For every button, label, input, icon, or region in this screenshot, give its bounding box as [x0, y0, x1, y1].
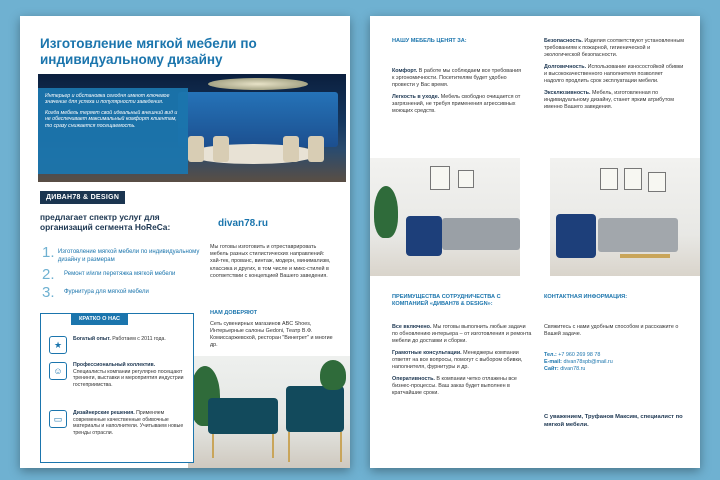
- about-item: [49, 410, 189, 436]
- site-label: Сайт:: [544, 366, 559, 372]
- chair: [188, 136, 204, 162]
- benefit-item: [392, 376, 532, 397]
- service-text: Изготовление мягкой мебели по индивидуальному дизайну и размерам: [57, 249, 200, 263]
- benefit-text: Мы готовы выполнить любые задачи по обновлению интерьера – от изготовления и ремонта мебели до доставки и сборки.: [392, 324, 532, 344]
- wall-frame: [458, 170, 474, 188]
- about-item-title: Профессиональный коллектив.: [73, 362, 156, 368]
- value-text: Мебель, изготовленная по индивидуальному дизайну, станет ярким атрибутом именно Вашего заведения.: [544, 90, 674, 110]
- chair: [308, 136, 324, 162]
- team-icon: ☺: [49, 362, 67, 380]
- about-item-text: Применяем современные качественные обивочные материалы и наполнители. Учитываем новые тренды отрасли.: [73, 410, 184, 436]
- benefits-list: [392, 324, 532, 402]
- intro-text-2: Когда мебель теряет свой идеальный внешний вид и не обеспечивает максимальный комфорт клиентам, то сразу снижается посещаемость.: [45, 109, 178, 129]
- service-text: Фурнитура для мягкой мебели: [64, 289, 149, 295]
- service-number: 1.: [42, 244, 55, 261]
- value-item: [392, 68, 522, 89]
- benefit-item: [392, 350, 532, 371]
- about-box: [40, 313, 194, 463]
- living-room-photo: [370, 158, 700, 276]
- plant: [320, 360, 346, 390]
- value-item: [392, 94, 522, 115]
- chair: [283, 136, 299, 162]
- plant: [374, 186, 398, 238]
- about-heading: КРАТКО О НАС: [71, 313, 128, 325]
- value-item: [544, 64, 684, 85]
- sofa-icon: ▭: [49, 410, 67, 428]
- contact-intro: Свяжитесь с нами удобным способом и расскажите о Вашей задаче.: [544, 324, 679, 337]
- email-label: E-mail:: [544, 359, 562, 365]
- wall-frame: [648, 172, 666, 192]
- about-item-text: Работаем с 2011 года.: [110, 336, 166, 342]
- about-item: [49, 336, 189, 354]
- teal-sofa: [208, 398, 278, 434]
- benefit-text: В компании четко отлажены все бизнес-процессы. Ваш заказ будет выполнен в кратчайшие сроки.: [392, 376, 517, 396]
- chandelier: [208, 78, 308, 90]
- value-text: В работе мы соблюдаем все требования к эргономичности. Посетителям будет удобно провести у Вас время.: [392, 68, 522, 88]
- page-title: Изготовление мягкой мебели по индивидуальному дизайну: [40, 36, 257, 67]
- email-link[interactable]: divan78spb@mail.ru: [563, 359, 613, 365]
- site-row: [544, 366, 694, 373]
- value-title: Долговечность.: [544, 64, 587, 70]
- contact-block: [544, 324, 694, 373]
- about-item-title: Богатый опыт.: [73, 336, 111, 342]
- services-lead: предлагает спектр услуг для организаций сегмента HoReCa:: [40, 212, 171, 232]
- about-item-title: Дизайнерские решения.: [73, 410, 135, 416]
- intro-text-1: Интерьер и обстановка сегодня имеют ключевое значение для успеха и популярности заведения.: [45, 93, 170, 106]
- value-item: [544, 90, 684, 111]
- chair-leg: [288, 432, 290, 462]
- chair-leg: [340, 432, 342, 462]
- trust-text: Сеть сувенирных магазинов ABC Shoes, Интерьерные салоны Gedoni, Театр В.Ф. Комиссаржевской, ресторан "Винегрет" и многие др.: [210, 321, 333, 348]
- about-item-text: Специалисты компании регулярно посещают тренинги, выставки и мероприятия индустрии гостеприимства.: [73, 368, 184, 388]
- blue-armchair: [406, 216, 442, 256]
- benefit-title: Грамотные консультации.: [392, 350, 462, 356]
- email-row: [544, 359, 694, 366]
- blue-armchair: [556, 214, 596, 258]
- phone-row: [544, 352, 694, 359]
- coffee-table: [620, 254, 670, 258]
- intro-overlay: [38, 88, 188, 174]
- value-title: Легкость в уходе.: [392, 94, 440, 100]
- benefit-item: [392, 324, 532, 345]
- wall-frame: [624, 168, 642, 190]
- signature: С уважением, Труфанов Максим, специалист по мягкой мебели.: [544, 414, 683, 428]
- value-text: Изделия соответствуют установленным требованиям к пожарной, гигиенической и экологической безопасности.: [544, 38, 684, 58]
- chair-leg: [272, 434, 274, 458]
- services-list: [42, 246, 202, 304]
- wall-frame: [600, 168, 618, 190]
- grey-sofa: [598, 218, 678, 252]
- value-title: Безопасность.: [544, 38, 583, 44]
- service-item: [42, 286, 202, 300]
- brand-label: ДИВАН78 & DESIGN: [40, 191, 125, 204]
- benefit-text: Менеджеры компании ответят на все вопросы, помогут с выбором обивки, наполнителя, фурнитуры и др.: [392, 350, 523, 370]
- service-number: 3.: [42, 284, 55, 301]
- brochure-page-back: [370, 16, 700, 468]
- teal-armchair: [286, 386, 344, 432]
- values-left-column: [392, 68, 522, 120]
- grey-sofa: [442, 218, 520, 250]
- lounge-interior-photo: [188, 356, 350, 468]
- values-right-column: [544, 38, 684, 116]
- brochure-page-front: [20, 16, 350, 468]
- value-text: Использование износостойкой обивки и высококачественного наполнителя позволяет надолго продлить срок эксплуатации мебели.: [544, 64, 684, 84]
- contact-heading: КОНТАКТНАЯ ИНФОРМАЦИЯ:: [544, 294, 628, 300]
- service-number: 2.: [42, 266, 55, 283]
- wall-frame: [430, 166, 450, 190]
- site-link[interactable]: divan78.ru: [218, 218, 269, 229]
- value-text: Мебель свободно очищается от загрязнений, не требуя применения агрессивных моющих средств.: [392, 94, 521, 114]
- value-item: [544, 38, 684, 59]
- chair-leg: [212, 434, 214, 458]
- service-text: Ремонт и/или перетяжка мягкой мебели: [64, 271, 176, 277]
- styles-description: Мы готовы изготовить и отреставрировать мебель разных стилистических направлений: хай-тек, прованс, винтаж, модерн, минимализм, классика и других, в том числе и микс-стилей в соответствии с концепцией Вашего заведения.: [210, 244, 331, 279]
- values-heading: НАШУ МЕБЕЛЬ ЦЕНЯТ ЗА:: [392, 38, 467, 44]
- benefit-title: Оперативность.: [392, 376, 435, 382]
- trust-heading: НАМ ДОВЕРЯЮТ: [210, 310, 258, 316]
- service-item: [42, 268, 202, 282]
- chair: [213, 136, 229, 162]
- value-title: Комфорт.: [392, 68, 418, 74]
- benefit-title: Все включено.: [392, 324, 432, 330]
- value-title: Эксклюзивность.: [544, 90, 591, 96]
- phone-label: Тел.:: [544, 352, 557, 358]
- photo-divider: [520, 158, 550, 276]
- site-link[interactable]: divan78.ru: [560, 366, 586, 372]
- benefits-heading: ПРЕИМУЩЕСТВА СОТРУДНИЧЕСТВА С КОМПАНИЕЙ «ДИВАН78 & DESIGN»:: [392, 294, 501, 307]
- phone-link[interactable]: +7 960 269 98 78: [558, 352, 601, 358]
- about-item: [49, 362, 189, 388]
- experience-icon: ★: [49, 336, 67, 354]
- service-item: [42, 246, 202, 264]
